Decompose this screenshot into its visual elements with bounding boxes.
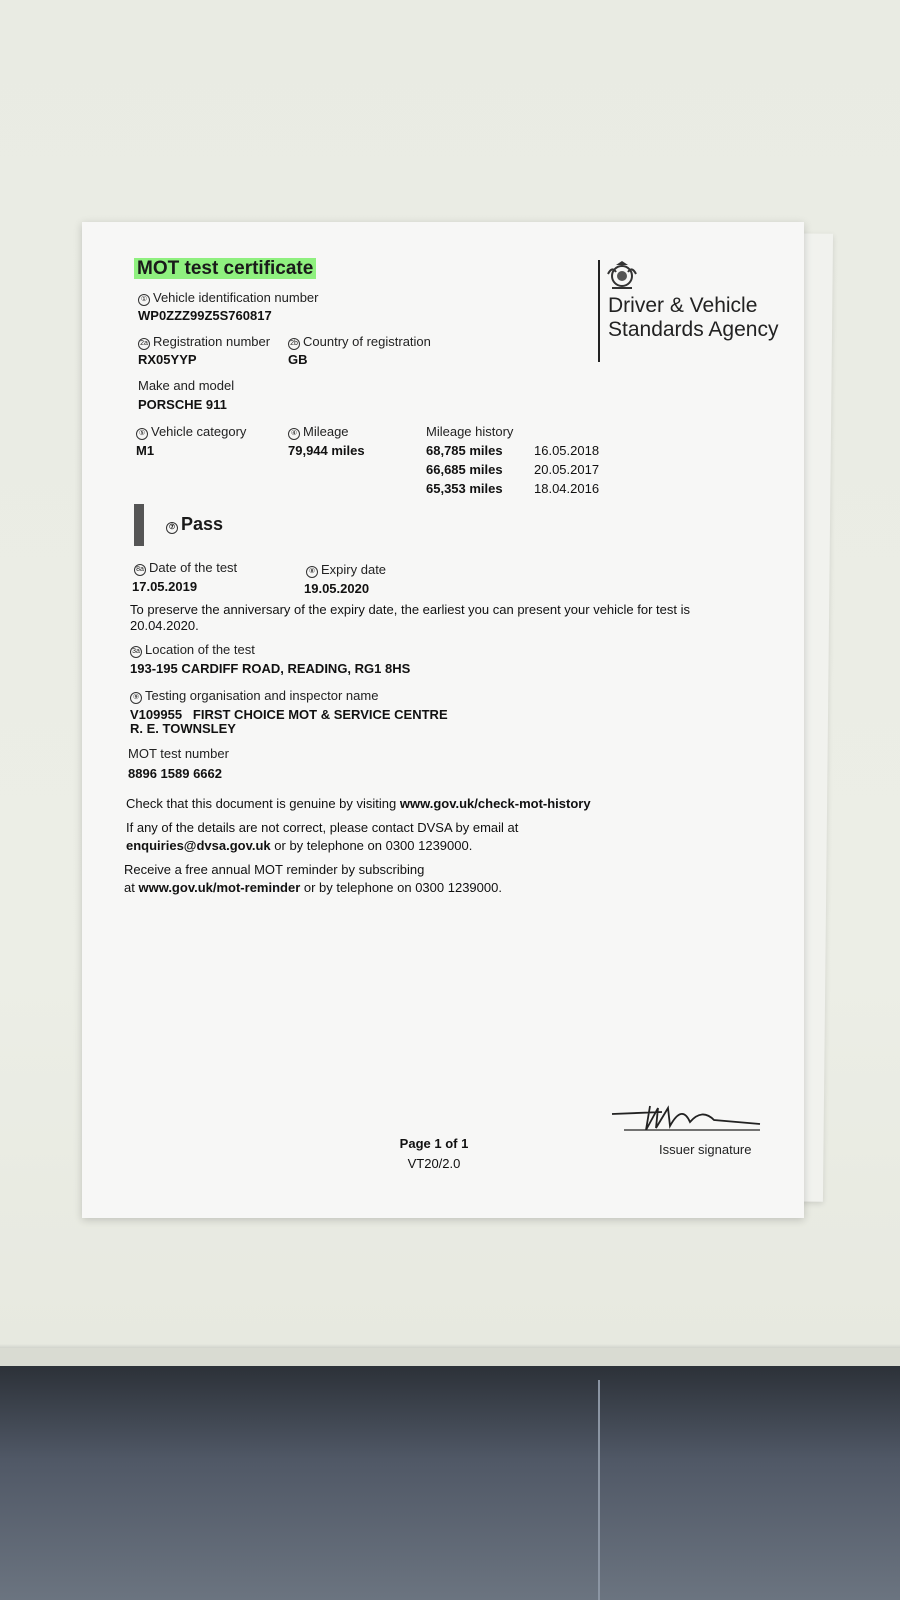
mileage-history-date: 20.05.2017: [534, 462, 600, 477]
mileage-history-date: 18.04.2016: [534, 481, 600, 496]
issuer-signature: [610, 1100, 770, 1136]
earliest-test-date: 20.04.2020.: [130, 618, 199, 633]
test-date-value: 17.05.2019: [132, 579, 198, 594]
details-contact-line: enquiries@dvsa.gov.uk or by telephone on 0300 1239000.: [126, 838, 473, 853]
anniversary-note: To preserve the anniversary of the expiry date, the earliest you can present your vehicle for test is: [130, 602, 691, 617]
vin-label: ① Vehicle identification number: [138, 290, 319, 306]
inspector-name: R. E. TOWNSLEY: [130, 721, 236, 736]
location-value: 193-195 CARDIFF ROAD, READING, RG1 8HS: [130, 661, 411, 676]
country-value: GB: [288, 352, 308, 367]
vehicle-category-label: ⑤ Vehicle category: [136, 424, 246, 440]
reminder-line: at www.gov.uk/mot-reminder or by telephone on 0300 1239000.: [124, 880, 502, 895]
registration-value: RX05YYP: [138, 352, 197, 367]
form-code: VT20/2.0: [407, 1156, 461, 1171]
seat-seam: [598, 1380, 600, 1600]
expiry-date-label: ⑧ Expiry date: [306, 562, 386, 578]
issuer-signature-label: Issuer signature: [659, 1142, 752, 1157]
mileage-history-label: Mileage history: [426, 424, 514, 439]
result-marker: [134, 504, 144, 546]
make-model-value: PORSCHE 911: [138, 397, 227, 412]
mileage-history-date: 16.05.2018: [534, 443, 600, 458]
make-model-label: Make and model: [138, 378, 235, 393]
details-contact-text: If any of the details are not correct, please contact DVSA by email at: [126, 820, 519, 835]
mileage-history-miles: 66,685 miles: [426, 462, 503, 477]
organisation-label: ⑨ Testing organisation and inspector name: [130, 688, 378, 704]
expiry-date-value: 19.05.2020: [304, 581, 370, 596]
location-label: 3a Location of the test: [130, 642, 255, 658]
vehicle-category-value: M1: [136, 443, 155, 458]
country-label: 2b Country of registration: [288, 334, 431, 350]
mileage-value: 79,944 miles: [288, 443, 365, 458]
page-number: Page 1 of 1: [399, 1136, 469, 1151]
registration-label: 2a Registration number: [138, 334, 270, 350]
mileage-history-miles: 68,785 miles: [426, 443, 503, 458]
table-edge: [0, 1348, 900, 1366]
mot-certificate-page: [82, 222, 804, 1218]
organisation-value: V109955 FIRST CHOICE MOT & SERVICE CENTRE: [130, 707, 448, 722]
document-title: MOT test certificate: [134, 258, 316, 280]
test-number-label: MOT test number: [128, 746, 229, 761]
genuine-check-text: Check that this document is genuine by visiting www.gov.uk/check-mot-history: [126, 796, 591, 811]
mileage-label: ④ Mileage: [288, 424, 349, 440]
agency-name: Driver & Vehicle Standards Agency: [608, 294, 779, 341]
agency-divider: [598, 260, 600, 362]
check-mot-history-link[interactable]: www.gov.uk/check-mot-history: [399, 796, 591, 811]
royal-crest-icon: [604, 260, 640, 292]
test-result: ⑦ Pass: [166, 514, 223, 535]
test-number-value: 8896 1589 6662: [128, 766, 222, 781]
test-date-label: 8a Date of the test: [134, 560, 237, 576]
vin-value: WP0ZZZ99Z5S760817: [138, 308, 272, 323]
seat-background: [0, 1366, 900, 1600]
dvsa-email-link[interactable]: enquiries@dvsa.gov.uk: [126, 838, 271, 853]
mileage-history-miles: 65,353 miles: [426, 481, 503, 496]
mot-reminder-link[interactable]: www.gov.uk/mot-reminder: [138, 880, 301, 895]
reminder-text: Receive a free annual MOT reminder by subscribing: [124, 862, 425, 877]
